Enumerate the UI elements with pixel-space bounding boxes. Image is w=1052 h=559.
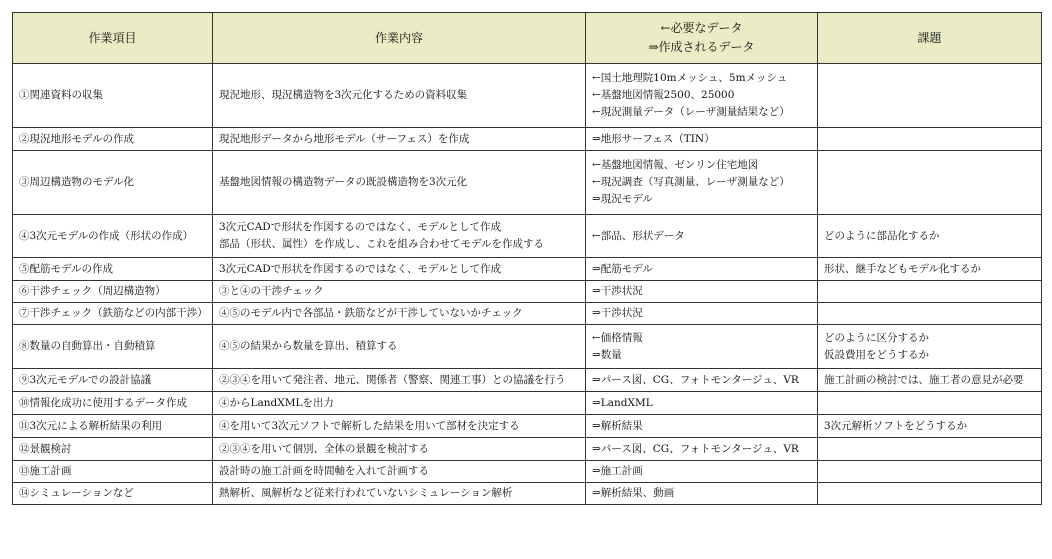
cell-issue-line: 仮設費用をどうするか — [824, 348, 929, 361]
cell-data-line: ⇒施工計画 — [592, 465, 643, 477]
cell-work-content — [213, 325, 586, 369]
cell-work-item: ⑬施工計画 — [13, 461, 213, 483]
cell-issue — [818, 392, 1042, 415]
cell-work-content — [213, 128, 586, 151]
cell-issue — [818, 258, 1042, 281]
table-row — [13, 258, 1042, 281]
cell-issue — [818, 281, 1042, 303]
cell-issue-line: 形状、継手などもモデル化するか — [824, 262, 981, 275]
table-row — [13, 415, 1042, 438]
cell-issue — [818, 369, 1042, 392]
cell-issue — [818, 461, 1042, 483]
table-row — [13, 461, 1042, 483]
cell-data-line: ⇒パース図、CG、フォトモンタージュ、VR — [592, 442, 799, 455]
header-data — [586, 13, 818, 64]
cell-work-content — [213, 461, 586, 483]
cell-data-line: ←現況測量データ（レーザ測量結果など） — [592, 106, 790, 118]
cell-work-item: ⑩情報化成功に使用するデータ作成 — [13, 392, 213, 415]
cell-work-content-line: ④を用いて3次元ソフトで解析した結果を用いて部材を決定する — [219, 419, 520, 432]
cell-work-item: ⑥干渉チェック（周辺構造物） — [13, 281, 213, 303]
cell-data-line: ←基盤地図情報、ゼンリン住宅地図 — [592, 159, 759, 171]
table-row — [13, 369, 1042, 392]
header-work-item: 作業項目 — [13, 13, 213, 64]
cell-work-item: ①関連資料の収集 — [13, 64, 213, 128]
cell-data-line: ←価格情報 — [592, 331, 643, 344]
cell-data-line: ⇒干渉状況 — [592, 285, 643, 297]
cell-work-content — [213, 281, 586, 303]
cell-work-content-line: 基盤地図情報の構造物データの既設構造物を3次元化 — [219, 176, 468, 188]
cell-issue — [818, 483, 1042, 505]
cell-data-line: ⇒干渉状況 — [592, 307, 643, 319]
cell-data-line: ←部品、形状データ — [592, 229, 685, 242]
cell-work-item: ⑫景観検討 — [13, 438, 213, 461]
cell-data-line: ←現況調査（写真測量、レーザ測量など） — [592, 176, 790, 188]
cell-data — [586, 483, 818, 505]
cell-data-line: ⇒LandXML — [592, 396, 653, 409]
cell-work-content-line: 設計時の施工計画を時間軸を入れて計画する — [219, 465, 429, 477]
cell-work-content — [213, 415, 586, 438]
cell-work-content-line: 部品（形状、属性）を作成し、これを組み合わせてモデルを作成する — [219, 238, 544, 250]
cell-work-item: ⑭シミュレーションなど — [13, 483, 213, 505]
cell-issue — [818, 215, 1042, 258]
cell-issue — [818, 151, 1042, 215]
cell-data — [586, 258, 818, 281]
cell-data-line: ⇒数量 — [592, 348, 622, 361]
cell-work-content-line: 3次元CADで形状を作図するのではなく、モデルとして作成 — [219, 221, 501, 233]
cell-work-item: ⑨3次元モデルでの設計協議 — [13, 369, 213, 392]
cell-data — [586, 461, 818, 483]
header-work-content: 作業内容 — [213, 13, 586, 64]
cell-issue-line: 3次元解析ソフトをどうするか — [824, 419, 968, 432]
cell-data-line: ←基盤地図情報2500、25000 — [592, 89, 735, 101]
cell-work-content — [213, 392, 586, 415]
cell-data — [586, 392, 818, 415]
cell-data-line: ⇒パース図、CG、フォトモンタージュ、VR — [592, 373, 799, 386]
cell-data-line: ⇒地形サーフェス（TIN） — [592, 132, 715, 145]
cell-work-content — [213, 64, 586, 128]
cell-data — [586, 215, 818, 258]
cell-work-content-line: ④からLandXMLを出力 — [219, 396, 334, 409]
cell-work-content-line: 熱解析、風解析など従来行われていないシミュレーション解析 — [219, 487, 513, 499]
table-row — [13, 128, 1042, 151]
cell-data — [586, 281, 818, 303]
cell-data — [586, 325, 818, 369]
cell-work-content-line: ④⑤のモデル内で各部品・鉄筋などが干渉していないかチェック — [219, 307, 523, 319]
cell-work-content-line: 現況地形、現況構造物を3次元化するための資料収集 — [219, 89, 468, 101]
cell-data-line: ⇒配筋モデル — [592, 262, 653, 275]
cell-work-content — [213, 438, 586, 461]
work-table-container — [12, 12, 1042, 505]
cell-work-item: ⑪3次元による解析結果の利用 — [13, 415, 213, 438]
cell-issue — [818, 325, 1042, 369]
cell-data-line: ←国土地理院10mメッシュ、5mメッシュ — [592, 72, 788, 84]
cell-data — [586, 369, 818, 392]
cell-work-content — [213, 215, 586, 258]
cell-data — [586, 64, 818, 128]
table-row — [13, 303, 1042, 325]
cell-data — [586, 303, 818, 325]
cell-data — [586, 128, 818, 151]
cell-work-content-line: 3次元CADで形状を作図するのではなく、モデルとして作成 — [219, 262, 501, 275]
table-body — [13, 64, 1042, 505]
cell-work-content-line: ②③④を用いて個別、全体の景観を検討する — [219, 442, 429, 455]
cell-work-content-line: ④⑤の結果から数量を算出、積算する — [219, 340, 398, 352]
cell-work-content — [213, 258, 586, 281]
table-row — [13, 64, 1042, 128]
cell-issue-line: 施工計画の検討では、施工者の意見が必要 — [824, 373, 1024, 386]
cell-work-item: ⑤配筋モデルの作成 — [13, 258, 213, 281]
table-row — [13, 483, 1042, 505]
table-row — [13, 215, 1042, 258]
cell-work-content — [213, 483, 586, 505]
header-data-line-2: ⇒作成されるデータ — [648, 40, 755, 54]
cell-work-content-line: ③と④の干渉チェック — [219, 285, 324, 297]
cell-data-line: ⇒現況モデル — [592, 193, 653, 205]
cell-work-item: ⑧数量の自動算出・自動積算 — [13, 325, 213, 369]
cell-work-item: ⑦干渉チェック（鉄筋などの内部干渉） — [13, 303, 213, 325]
cell-issue-line: どのように区分するか — [824, 331, 929, 344]
table-row — [13, 325, 1042, 369]
table-row — [13, 392, 1042, 415]
cell-issue — [818, 438, 1042, 461]
table-row — [13, 281, 1042, 303]
header-row — [13, 13, 1042, 64]
cell-work-content — [213, 303, 586, 325]
cell-data-line: ⇒解析結果、動画 — [592, 487, 675, 499]
cell-issue-line: どのように部品化するか — [824, 229, 940, 242]
header-issue: 課題 — [818, 13, 1042, 64]
table-row — [13, 151, 1042, 215]
cell-work-content — [213, 151, 586, 215]
cell-data — [586, 415, 818, 438]
cell-work-content-line: 現況地形データから地形モデル（サーフェス）を作成 — [219, 132, 470, 145]
cell-data-line: ⇒解析結果 — [592, 419, 643, 432]
table-row — [13, 438, 1042, 461]
header-data-line-1: ←必要なデータ — [660, 21, 743, 35]
cell-work-content — [213, 369, 586, 392]
cell-issue — [818, 128, 1042, 151]
cell-issue — [818, 64, 1042, 128]
cell-work-item: ④3次元モデルの作成（形状の作成） — [13, 215, 213, 258]
cell-work-item: ②現況地形モデルの作成 — [13, 128, 213, 151]
cell-data — [586, 438, 818, 461]
cell-data — [586, 151, 818, 215]
cell-work-content-line: ②③④を用いて発注者、地元、関係者（警察、関連工事）との協議を行う — [219, 373, 566, 386]
work-items-table — [12, 12, 1042, 505]
cell-issue — [818, 415, 1042, 438]
cell-issue — [818, 303, 1042, 325]
cell-work-item: ③周辺構造物のモデル化 — [13, 151, 213, 215]
